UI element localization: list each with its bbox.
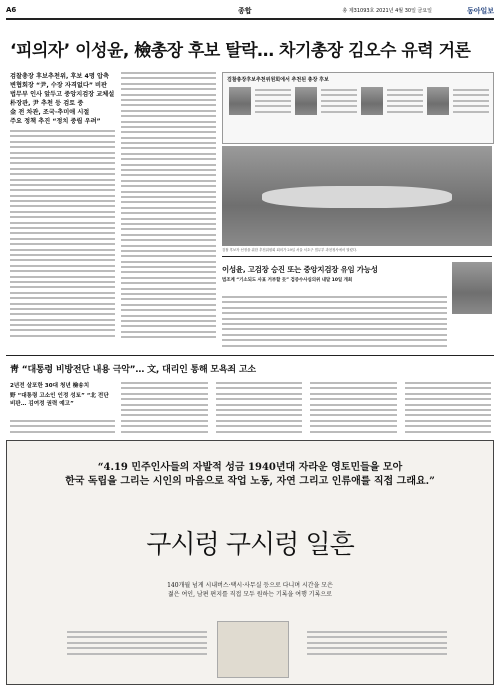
right-section-subtitle: 법조계 “기소되도 사표 거부할 듯” 검증수사심의위 내달 10일 개최 [222, 278, 353, 283]
photo-caption: 검찰 후보자 선정을 위한 추천위원회 회의가 29일 서울 서초구 법무부 과천청사에서 열렸다. [222, 248, 358, 252]
second-subhead: 野 “대통령 고소인 인정 성토” “北 전단 비판… 김여정 권력 예고” [10, 393, 109, 407]
subhead-line: 金 전 차관, 조국·추미애 시절 [10, 109, 90, 116]
subhead-line: 법무부 인사 앞두고 중앙지검장 교체설 [10, 91, 115, 98]
book-advertisement [6, 440, 494, 685]
candidate-portrait [427, 87, 449, 115]
candidate-bio [255, 89, 291, 116]
candidate-bio [453, 89, 489, 116]
subhead-line: 朴장관, 尹 추천 등 검토 중 [10, 100, 84, 107]
subhead-line: 검찰총장 후보추천위, 후보 4명 압축 [10, 73, 109, 80]
candidate-bio [387, 89, 423, 116]
section-name: 종합 [238, 7, 252, 15]
candidate-portrait [361, 87, 383, 115]
ad-quote-line: “4.19 민주인사들의 자발적 성금 1940년대 자라운 영토민들을 모아 [97, 462, 403, 473]
second-headline: 靑 “대통령 비방전단 내용 극악”… 文, 대리인 통해 모욕죄 고소 [10, 365, 256, 375]
ad-quote-line: 한국 독립을 그리는 시인의 마음으로 작업 노동, 자연 그리고 인류애를 직접 그래요.” [65, 476, 435, 487]
middle-body-text [121, 72, 216, 350]
issue-date: 총 제31093호 2021년 4월 30일 금요일 [342, 8, 432, 14]
lead-subheads [10, 72, 115, 126]
newspaper-logo: 동아일보 [466, 7, 494, 15]
second-subhead: 2년전 살포한 30대 청년 檢송치 [10, 383, 90, 389]
book-title: 구시렁 구시렁 일흔 [146, 530, 354, 560]
ad-fine-print [67, 631, 207, 658]
ad-fine-print [307, 631, 447, 658]
ad-quote [37, 461, 463, 489]
ad-description-line: 140개월 넘게 시내버스·택시·사무실 등으로 다니며 시간을 모은 [167, 582, 333, 589]
divider [6, 355, 494, 356]
masthead [6, 4, 494, 20]
candidate-bio [321, 89, 357, 116]
right-section-title: 이성윤, 고검장 승진 또는 중앙지검장 유임 가능성 [222, 265, 378, 274]
ad-description-line: 젊은 여인, 남편 편지를 직접 모두 원하는 기록을 여행 기록으로 [168, 591, 332, 598]
candidates-box [222, 72, 494, 144]
second-columns [121, 382, 491, 436]
conference-table [262, 186, 452, 208]
candidate-portrait [229, 87, 251, 115]
lead-body-text [10, 130, 115, 350]
page-number: A6 [6, 6, 17, 14]
book-cover-image [217, 621, 289, 678]
ad-description [47, 581, 453, 599]
subhead-line: 주요 정책 추진 “정치 중립 우려” [10, 118, 101, 125]
right-body-text [222, 296, 447, 350]
candidates-box-title: 검찰총장후보추천위원회에서 추천된 총장 후보 [227, 77, 329, 83]
second-body-text [10, 420, 115, 436]
person-portrait [452, 262, 492, 314]
main-headline: ‘피의자’ 이성윤, 檢총장 후보 탈락… 차기총장 김오수 유력 거론 [10, 41, 471, 61]
divider [222, 256, 492, 257]
meeting-photo [222, 146, 492, 246]
candidate-portrait [295, 87, 317, 115]
subhead-line: 변협회장 “尹, 수장 자격없다” 비판 [10, 82, 108, 89]
